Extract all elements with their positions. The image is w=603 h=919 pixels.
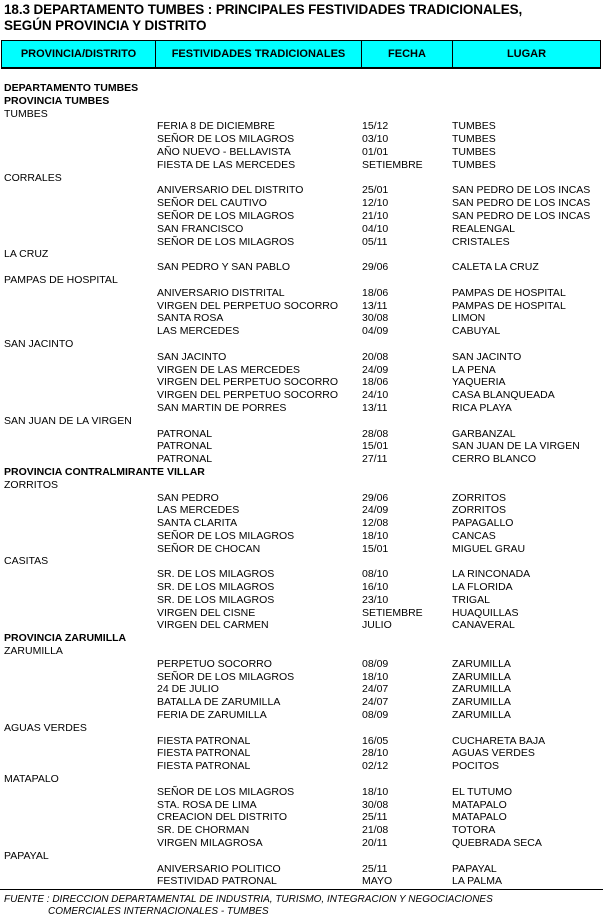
festivity-cell: SR. DE LOS MILAGROS xyxy=(157,581,275,594)
table-row xyxy=(0,364,603,377)
table-row xyxy=(0,312,603,325)
date-cell: 13/11 xyxy=(362,401,388,414)
table-row xyxy=(0,568,603,581)
table-row xyxy=(0,799,603,812)
date-cell: 18/10 xyxy=(362,785,389,798)
place-cell: ZORRITOS xyxy=(452,491,507,504)
date-cell: 30/08 xyxy=(362,312,389,325)
place-cell: GARBANZAL xyxy=(452,427,516,440)
festivity-cell: FIESTA PATRONAL xyxy=(157,734,251,747)
place-cell: CANAVERAL xyxy=(452,619,515,632)
source-line-1: FUENTE : DIRECCION DEPARTAMENTAL DE INDUSTRIA, TURISMO, INTEGRACION Y NEGOCIACIONES xyxy=(4,894,493,905)
date-cell: 21/10 xyxy=(362,209,389,222)
date-cell: 18/06 xyxy=(362,376,389,389)
district-row xyxy=(0,555,603,568)
place-cell: RICA PLAYA xyxy=(452,401,512,414)
place-cell: TUMBES xyxy=(452,145,496,158)
table-row xyxy=(0,504,603,517)
district-row xyxy=(0,850,603,863)
district-row xyxy=(0,338,603,351)
table-bottom-rule xyxy=(0,889,603,890)
table-row xyxy=(0,184,603,197)
place-cell: TUMBES xyxy=(452,133,496,146)
date-cell: 27/11 xyxy=(362,453,388,466)
district-row xyxy=(0,274,603,287)
place-cell: HUAQUILLAS xyxy=(452,606,519,619)
table-row xyxy=(0,671,603,684)
table-header xyxy=(1,40,601,69)
festivity-cell: FERIA 8 DE DICIEMBRE xyxy=(157,120,275,133)
group-heading: PROVINCIA CONTRALMIRANTE VILLAR xyxy=(4,465,205,478)
festivity-cell: FERIA DE ZARUMILLA xyxy=(157,709,267,722)
place-cell: SAN PEDRO DE LOS INCAS xyxy=(452,209,591,222)
festivity-cell: SR. DE LOS MILAGROS xyxy=(157,593,275,606)
festivity-cell: CREACION DEL DISTRITO xyxy=(157,811,288,824)
table-row xyxy=(0,786,603,799)
festivity-cell: FESTIVIDAD PATRONAL xyxy=(157,875,277,888)
date-cell: 08/09 xyxy=(362,657,389,670)
table-row xyxy=(0,351,603,364)
title-line-1: 18.3 DEPARTAMENTO TUMBES : PRINCIPALES FESTIVIDADES TRADICIONALES, xyxy=(4,2,523,17)
date-cell: 20/08 xyxy=(362,350,389,363)
title-line-2: SEGÚN PROVINCIA Y DISTRITO xyxy=(4,18,207,33)
date-cell: 16/10 xyxy=(362,581,389,594)
place-cell: LA PENA xyxy=(452,363,496,376)
table-row xyxy=(0,696,603,709)
place-cell: TUMBES xyxy=(452,120,496,133)
district-row xyxy=(0,108,603,121)
place-cell: LA RINCONADA xyxy=(452,568,531,581)
table-row xyxy=(0,389,603,402)
festivity-cell: SAN FRANCISCO xyxy=(157,222,244,235)
date-cell: 23/10 xyxy=(362,593,389,606)
date-cell: 29/06 xyxy=(362,491,389,504)
festivity-cell: BATALLA DE ZARUMILLA xyxy=(157,696,281,709)
festivity-cell: SEÑOR DE LOS MILAGROS xyxy=(157,670,295,683)
place-cell: CERRO BLANCO xyxy=(452,453,537,466)
place-cell: CUCHARETA BAJA xyxy=(452,734,546,747)
source-note xyxy=(4,894,493,918)
district-name: PAMPAS DE HOSPITAL xyxy=(4,273,118,286)
header-festividades: FESTIVIDADES TRADICIONALES xyxy=(156,41,362,67)
date-cell: 15/01 xyxy=(362,440,389,453)
district-row xyxy=(0,645,603,658)
district-row xyxy=(0,773,603,786)
date-cell: 28/10 xyxy=(362,747,389,760)
table-row xyxy=(0,453,603,466)
date-cell: MAYO xyxy=(362,875,393,888)
table-row xyxy=(0,594,603,607)
place-cell: QUEBRADA SECA xyxy=(452,837,542,850)
place-cell: PAMPAS DE HOSPITAL xyxy=(452,299,566,312)
date-cell: 24/09 xyxy=(362,504,389,517)
group-heading: DEPARTAMENTO TUMBES xyxy=(4,82,139,94)
place-cell: ZORRITOS xyxy=(452,504,507,517)
place-cell: CRISTALES xyxy=(452,235,510,248)
table-row xyxy=(0,658,603,671)
date-cell: 18/10 xyxy=(362,670,389,683)
place-cell: PAPAYAL xyxy=(452,862,497,875)
district-row xyxy=(0,248,603,261)
district-name: SAN JUAN DE LA VIRGEN xyxy=(4,414,132,427)
festivity-cell: SEÑOR DE CHOCAN xyxy=(157,542,261,555)
festivity-cell: ANIVERSARIO POLITICO xyxy=(157,862,281,875)
place-cell: SAN JACINTO xyxy=(452,350,522,363)
date-cell: 01/01 xyxy=(362,145,389,158)
date-cell: 04/10 xyxy=(362,222,389,235)
table-row xyxy=(0,875,603,888)
place-cell: MIGUEL GRAU xyxy=(452,542,526,555)
date-cell: 25/11 xyxy=(362,862,388,875)
festivity-cell: SR. DE LOS MILAGROS xyxy=(157,568,275,581)
festivity-cell: SAN PEDRO xyxy=(157,491,219,504)
district-row xyxy=(0,722,603,735)
place-cell: AGUAS VERDES xyxy=(452,747,535,760)
place-cell: TUMBES xyxy=(452,158,496,171)
table-row xyxy=(0,440,603,453)
place-cell: TOTORA xyxy=(452,824,496,837)
header-provincia-distrito: PROVINCIA/DISTRITO xyxy=(2,41,156,67)
header-fecha: FECHA xyxy=(362,41,453,67)
date-cell: 15/01 xyxy=(362,542,389,555)
festivity-cell: SEÑOR DE LOS MILAGROS xyxy=(157,209,295,222)
place-cell: MATAPALO xyxy=(452,811,507,824)
table-row xyxy=(0,197,603,210)
table-row xyxy=(0,492,603,505)
date-cell: 24/10 xyxy=(362,389,389,402)
date-cell: 20/11 xyxy=(362,837,388,850)
table-row xyxy=(0,210,603,223)
festivity-cell: PERPETUO SOCORRO xyxy=(157,657,272,670)
table-row xyxy=(0,223,603,236)
festivity-cell: SEÑOR DEL CAUTIVO xyxy=(157,197,267,210)
place-cell: PAMPAS DE HOSPITAL xyxy=(452,286,566,299)
date-cell: 15/12 xyxy=(362,120,389,133)
festivity-cell: SAN MARTIN DE PORRES xyxy=(157,401,287,414)
festivity-cell: SEÑOR DE LOS MILAGROS xyxy=(157,785,295,798)
table-row xyxy=(0,683,603,696)
date-cell: 18/06 xyxy=(362,286,389,299)
festivity-cell: FIESTA DE LAS MERCEDES xyxy=(157,158,296,171)
date-cell: 21/08 xyxy=(362,824,389,837)
place-cell: LA FLORIDA xyxy=(452,581,513,594)
place-cell: CABUYAL xyxy=(452,325,501,338)
place-cell: SAN PEDRO DE LOS INCAS xyxy=(452,197,591,210)
festivity-cell: SAN JACINTO xyxy=(157,350,227,363)
table-row xyxy=(0,300,603,313)
district-row xyxy=(0,415,603,428)
festivity-cell: VIRGEN DE LAS MERCEDES xyxy=(157,363,300,376)
date-cell: 05/11 xyxy=(362,235,388,248)
source-line-2: COMERCIALES INTERNACIONALES - TUMBES xyxy=(48,906,269,917)
date-cell: JULIO xyxy=(362,619,392,632)
district-name: ZARUMILLA xyxy=(4,645,63,658)
district-row xyxy=(0,172,603,185)
district-name: PAPAYAL xyxy=(4,849,49,862)
festivity-cell: VIRGEN DEL PERPETUO SOCORRO xyxy=(157,389,339,402)
district-row xyxy=(0,479,603,492)
place-cell: ZARUMILLA xyxy=(452,709,511,722)
date-cell: 29/06 xyxy=(362,261,389,274)
date-cell: 18/10 xyxy=(362,529,389,542)
table-row xyxy=(0,811,603,824)
district-name: CASITAS xyxy=(4,555,49,568)
table-row xyxy=(0,120,603,133)
place-cell: PAPAGALLO xyxy=(452,517,514,530)
festivity-cell: STA. ROSA DE LIMA xyxy=(157,798,257,811)
festivity-cell: SAN PEDRO Y SAN PABLO xyxy=(157,261,291,274)
place-cell: LIMON xyxy=(452,312,486,325)
date-cell: 25/01 xyxy=(362,184,389,197)
date-cell: SETIEMBRE xyxy=(362,158,423,171)
place-cell: SAN JUAN DE LA VIRGEN xyxy=(452,440,580,453)
place-cell: YAQUERIA xyxy=(452,376,506,389)
date-cell: 08/10 xyxy=(362,568,389,581)
festivity-cell: SEÑOR DE LOS MILAGROS xyxy=(157,529,295,542)
festivity-cell: 24 DE JULIO xyxy=(157,683,219,696)
district-name: LA CRUZ xyxy=(4,248,49,261)
table-row xyxy=(0,325,603,338)
table-row xyxy=(0,760,603,773)
place-cell: ZARUMILLA xyxy=(452,683,511,696)
table-row xyxy=(0,236,603,249)
group-heading-row xyxy=(0,632,603,645)
festivity-cell: SANTA ROSA xyxy=(157,312,224,325)
group-heading: PROVINCIA TUMBES xyxy=(4,94,110,107)
table-row xyxy=(0,747,603,760)
table-row xyxy=(0,159,603,172)
festivity-cell: SR. DE CHORMAN xyxy=(157,824,250,837)
table-row xyxy=(0,607,603,620)
group-heading: PROVINCIA ZARUMILLA xyxy=(4,632,127,645)
place-cell: REALENGAL xyxy=(452,222,516,235)
district-name: TUMBES xyxy=(4,107,48,120)
festivity-cell: FIESTA PATRONAL xyxy=(157,747,251,760)
place-cell: POCITOS xyxy=(452,760,500,773)
group-heading-row xyxy=(0,82,603,95)
place-cell: ZARUMILLA xyxy=(452,696,511,709)
date-cell: 24/09 xyxy=(362,363,389,376)
table-row xyxy=(0,530,603,543)
table-row xyxy=(0,837,603,850)
festivity-cell: FIESTA PATRONAL xyxy=(157,760,251,773)
festivity-cell: PATRONAL xyxy=(157,440,213,453)
header-lugar: LUGAR xyxy=(506,48,547,60)
date-cell: 04/09 xyxy=(362,325,389,338)
place-cell: ZARUMILLA xyxy=(452,670,511,683)
place-cell: CALETA LA CRUZ xyxy=(452,261,539,274)
festivity-cell: ANIVERSARIO DEL DISTRITO xyxy=(157,184,304,197)
date-cell: 12/08 xyxy=(362,517,389,530)
place-cell: LA PALMA xyxy=(452,875,502,888)
festivity-cell: AÑO NUEVO - BELLAVISTA xyxy=(157,145,291,158)
district-name: AGUAS VERDES xyxy=(4,721,87,734)
place-cell: CANCAS xyxy=(452,529,496,542)
table-row xyxy=(0,261,603,274)
place-cell: EL TUTUMO xyxy=(452,785,513,798)
district-name: CORRALES xyxy=(4,171,62,184)
table-row xyxy=(0,517,603,530)
place-cell: TRIGAL xyxy=(452,593,490,606)
place-cell: ZARUMILLA xyxy=(452,657,511,670)
date-cell: 12/10 xyxy=(362,197,389,210)
date-cell: 24/07 xyxy=(362,696,389,709)
place-cell: CASA BLANQUEADA xyxy=(452,389,555,402)
date-cell: 25/11 xyxy=(362,811,388,824)
table-row xyxy=(0,376,603,389)
festivity-cell: VIRGEN DEL PERPETUO SOCORRO xyxy=(157,376,339,389)
group-heading-row xyxy=(0,95,603,108)
table-row xyxy=(0,824,603,837)
date-cell: 24/07 xyxy=(362,683,389,696)
date-cell: 08/09 xyxy=(362,709,389,722)
festivity-cell: LAS MERCEDES xyxy=(157,325,240,338)
district-name: MATAPALO xyxy=(4,773,59,786)
table-body xyxy=(0,82,603,888)
festivity-cell: SANTA CLARITA xyxy=(157,517,238,530)
table-row xyxy=(0,709,603,722)
date-cell: 28/08 xyxy=(362,427,389,440)
table-row xyxy=(0,735,603,748)
table-row xyxy=(0,581,603,594)
district-name: ZORRITOS xyxy=(4,478,59,491)
festivity-cell: VIRGEN DEL CISNE xyxy=(157,606,256,619)
festivity-cell: LAS MERCEDES xyxy=(157,504,240,517)
table-row xyxy=(0,133,603,146)
group-heading-row xyxy=(0,466,603,479)
date-cell: 30/08 xyxy=(362,798,389,811)
table-row xyxy=(0,402,603,415)
festivity-cell: SEÑOR DE LOS MILAGROS xyxy=(157,133,295,146)
date-cell: 02/12 xyxy=(362,760,389,773)
festivity-cell: PATRONAL xyxy=(157,427,213,440)
district-name: SAN JACINTO xyxy=(4,337,74,350)
table-row xyxy=(0,287,603,300)
date-cell: 03/10 xyxy=(362,133,389,146)
table-row xyxy=(0,146,603,159)
page-title xyxy=(4,2,522,34)
festivity-cell: VIRGEN DEL PERPETUO SOCORRO xyxy=(157,299,339,312)
date-cell: SETIEMBRE xyxy=(362,606,423,619)
festivity-cell: VIRGEN DEL CARMEN xyxy=(157,619,269,632)
festivity-cell: SEÑOR DE LOS MILAGROS xyxy=(157,235,295,248)
festivity-cell: ANIVERSARIO DISTRITAL xyxy=(157,286,285,299)
date-cell: 13/11 xyxy=(362,299,388,312)
table-row xyxy=(0,543,603,556)
place-cell: MATAPALO xyxy=(452,798,507,811)
table-row xyxy=(0,619,603,632)
place-cell: SAN PEDRO DE LOS INCAS xyxy=(452,184,591,197)
date-cell: 16/05 xyxy=(362,734,389,747)
table-row xyxy=(0,428,603,441)
festivity-cell: VIRGEN MILAGROSA xyxy=(157,837,263,850)
table-row xyxy=(0,863,603,876)
festivity-cell: PATRONAL xyxy=(157,453,213,466)
